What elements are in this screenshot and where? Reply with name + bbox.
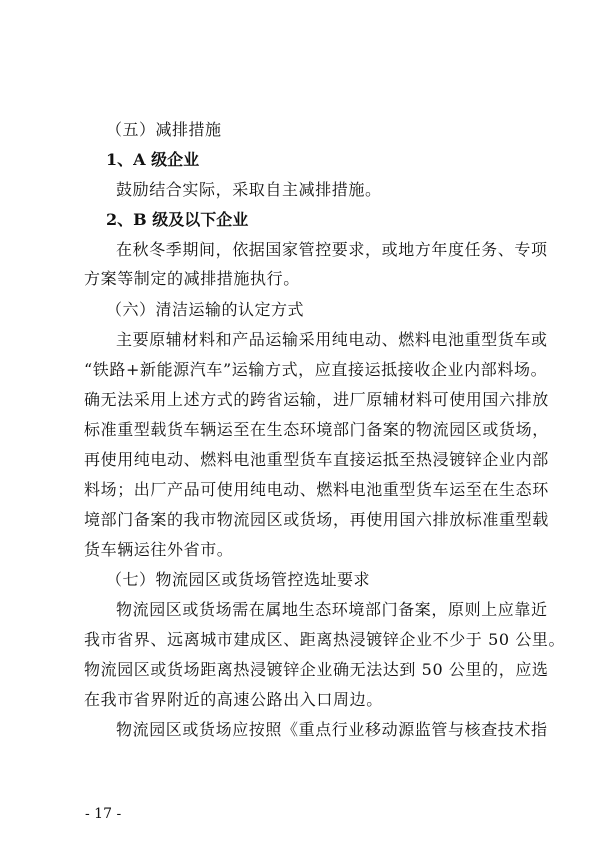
- section-5-sub2-heading: 2、B 级及以下企业: [106, 210, 249, 229]
- section-5-sub2-line: 方案等制定的减排措施执行。: [84, 269, 300, 288]
- section-7-para1-line: 在我市省界附近的高速公路出入口周边。: [84, 690, 383, 709]
- section-5-heading: （五）减排措施: [106, 120, 222, 139]
- section-7-para1-line: 物流园区或货场距离热浸镀锌企业确无法达到 50 公里的，应选: [84, 660, 549, 679]
- section-6-heading: （六）清洁运输的认定方式: [106, 300, 305, 319]
- section-6-line: 货车辆运往外省市。: [84, 540, 234, 559]
- section-7-para2-line: 物流园区或货场应按照《重点行业移动源监管与核查技术指: [116, 720, 548, 739]
- section-5-sub1-text: 鼓励结合实际，采取自主减排措施。: [116, 180, 382, 199]
- section-7-heading: （七）物流园区或货场管控选址要求: [106, 570, 371, 589]
- section-5-sub2-line: 在秋冬季期间，依据国家管控要求，或地方年度任务、专项: [116, 240, 548, 259]
- page-number: - 17 -: [85, 806, 122, 822]
- section-6-line: 确无法采用上述方式的跨省运输，进厂原辅材料可使用国六排放: [84, 390, 549, 409]
- section-6-line: 料场；出厂产品可使用纯电动、燃料电池重型货车运至在生态环: [84, 480, 549, 499]
- section-7-para1-line: 我市省界、远离城市建成区、距离热浸镀锌企业不少于 50 公里。: [84, 630, 566, 649]
- section-6-line: 主要原辅材料和产品运输采用纯电动、燃料电池重型货车或: [116, 330, 548, 349]
- section-5-sub1-heading: 1、A 级企业: [106, 150, 200, 169]
- section-6-line: 境部门备案的我市物流园区或货场，再使用国六排放标准重型载: [84, 510, 549, 529]
- section-6-line: 再使用纯电动、燃料电池重型货车直接运抵至热浸镀锌企业内部: [84, 450, 549, 469]
- section-6-line: “铁路+新能源汽车”运输方式，应直接运抵接收企业内部料场。: [84, 360, 548, 379]
- section-7-para1-line: 物流园区或货场需在属地生态环境部门备案，原则上应靠近: [116, 600, 548, 619]
- section-6-line: 标准重型载货车辆运至在生态环境部门备案的物流园区或货场，: [84, 420, 549, 439]
